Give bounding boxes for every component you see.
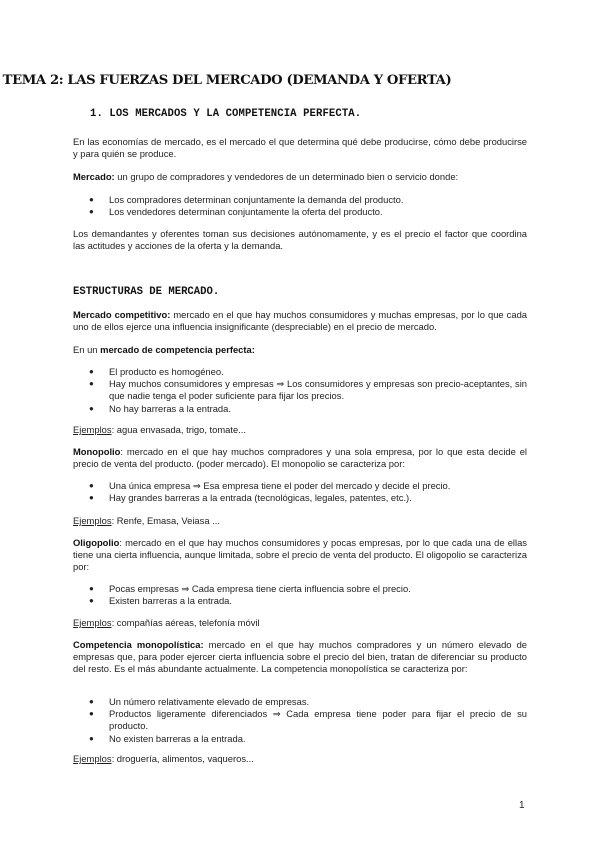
perfecta-intro: En un mercado de competencia perfecta: (73, 344, 255, 355)
list-item: ● Los compradores determinan conjuntamente la demanda del producto. (89, 194, 404, 205)
monopolio-term: Monopolio (73, 446, 121, 457)
document-title: TEMA 2: LAS FUERZAS DEL MERCADO (DEMANDA Y OFERTA) (2, 73, 452, 88)
bullet-icon: ● (89, 481, 94, 490)
monopolistica-bullet-list (73, 696, 527, 745)
ejemplos-label: Ejemplos (73, 424, 112, 435)
mercado-def-text: un grupo de compradores y vendedores de un determinado bien o servicio donde: (114, 171, 459, 182)
list-item: ● Los vendedores determinan conjuntamente la oferta del producto. (89, 206, 383, 218)
list-item: ● No hay barreras a la entrada. (89, 402, 231, 414)
bullet-icon: ● (89, 403, 94, 413)
oligopolio-bullet-list (73, 583, 527, 607)
section-heading-estructuras: ESTRUCTURAS DE MERCADO. (73, 286, 220, 298)
closing-paragraph: Los demandantes y oferentes toman sus decisiones autónomamente, y es el precio el factor que coordina las actitudes y acciones de la oferta y la demanda. (73, 228, 527, 252)
monopolistica-paragraph: Competencia monopolística: mercado en el que hay muchos compradores y un número elevado de empresas que, para poder ejercer cierta influencia sobre el precio del bien, tratan de diferenciar su producto del resto. Es el más abundante actualmente. La competencia monopolística se caracteriza por: (73, 639, 527, 675)
bullet-icon: ● (89, 367, 94, 376)
list-item: ● No existen barreras a la entrada. (89, 732, 246, 744)
bullet-icon: ● (89, 596, 94, 606)
ejemplos-label: Ejemplos (73, 515, 112, 526)
perfecta-bullet-list (73, 366, 527, 415)
mercado-bullet-list (73, 194, 527, 218)
list-item: ● Productos ligeramente diferenciados ⇒ Cada empresa tiene poder para fijar el precio de su producto. (89, 708, 527, 732)
list-item: ● El producto es homogéneo. (89, 366, 224, 377)
list-item: ● Hay grandes barreras a la entrada (tecnológicas, legales, patentes, etc.). (89, 492, 412, 504)
bullet-icon: ● (89, 207, 94, 217)
intro-paragraph: En las economías de mercado, es el mercado el que determina qué debe producirse, cómo debe producirse y para quién se produce. (73, 136, 527, 160)
bullet-icon: ● (89, 195, 94, 204)
monopolistica-ejemplos: Ejemplos: droguería, alimentos, vaqueros... (73, 753, 254, 764)
bullet-icon: ● (89, 709, 94, 719)
monopolio-bullet-list (73, 480, 527, 504)
bullet-icon: ● (89, 733, 94, 743)
list-item: ● Hay muchos consumidores y empresas ⇒ Los consumidores y empresas son precio-aceptantes, sin que nadie tenga el poder suficiente para fijar los precios. (89, 378, 527, 402)
bullet-icon: ● (89, 697, 94, 706)
list-item: ● Pocas empresas ⇒ Cada empresa tiene cierta influencia sobre el precio. (89, 583, 411, 594)
bullet-icon: ● (89, 493, 94, 503)
ejemplos-label: Ejemplos (73, 753, 112, 764)
mercado-definition (73, 171, 527, 183)
bullet-icon: ● (89, 379, 94, 389)
perfecta-term: mercado de competencia perfecta: (100, 344, 255, 355)
oligopolio-paragraph: Oligopolio: mercado en el que hay muchos consumidores y pocas empresas, por lo que cada una de ellas tiene una cierta influencia, aunque limitada, sobre el precio de venta del producto. El oligopolio se caracteriza por: (73, 537, 527, 573)
monopolistica-term: Competencia monopolística: (73, 639, 204, 650)
section-heading-mercados: 1. LOS MERCADOS Y LA COMPETENCIA PERFECTA. (90, 108, 362, 120)
perfecta-ejemplos: Ejemplos: agua envasada, trigo, tomate... (73, 424, 247, 435)
list-item: ● Una única empresa ⇒ Esa empresa tiene el poder del mercado y decide el precio. (89, 480, 451, 491)
bullet-icon: ● (89, 584, 94, 593)
list-item: ● Un número relativamente elevado de empresas. (89, 696, 310, 707)
list-item: ● Existen barreras a la entrada. (89, 595, 232, 607)
mercado-term: Mercado: (73, 171, 115, 182)
competitivo-term: Mercado competitivo: (73, 309, 171, 320)
monopolio-ejemplos: Ejemplos: Renfe, Emasa, Veiasa ... (73, 515, 220, 526)
oligopolio-ejemplos: Ejemplos: compañías aéreas, telefonía móvil (73, 617, 260, 628)
oligopolio-term: Oligopolio (73, 537, 120, 548)
page-number: 1 (519, 800, 525, 811)
ejemplos-label: Ejemplos (73, 617, 112, 628)
monopolio-paragraph: Monopolio: mercado en el que hay muchos compradores y una sola empresa, por lo que esta decide el precio de venta del producto. (poder mercado). El monopolio se caracteriza por: (73, 446, 527, 470)
competitivo-paragraph: Mercado competitivo: mercado en el que hay muchos consumidores y muchas empresas, por lo que cada uno de ellos ejerce una influencia insignificante (despreciable) en el precio de mercado. (73, 309, 527, 333)
